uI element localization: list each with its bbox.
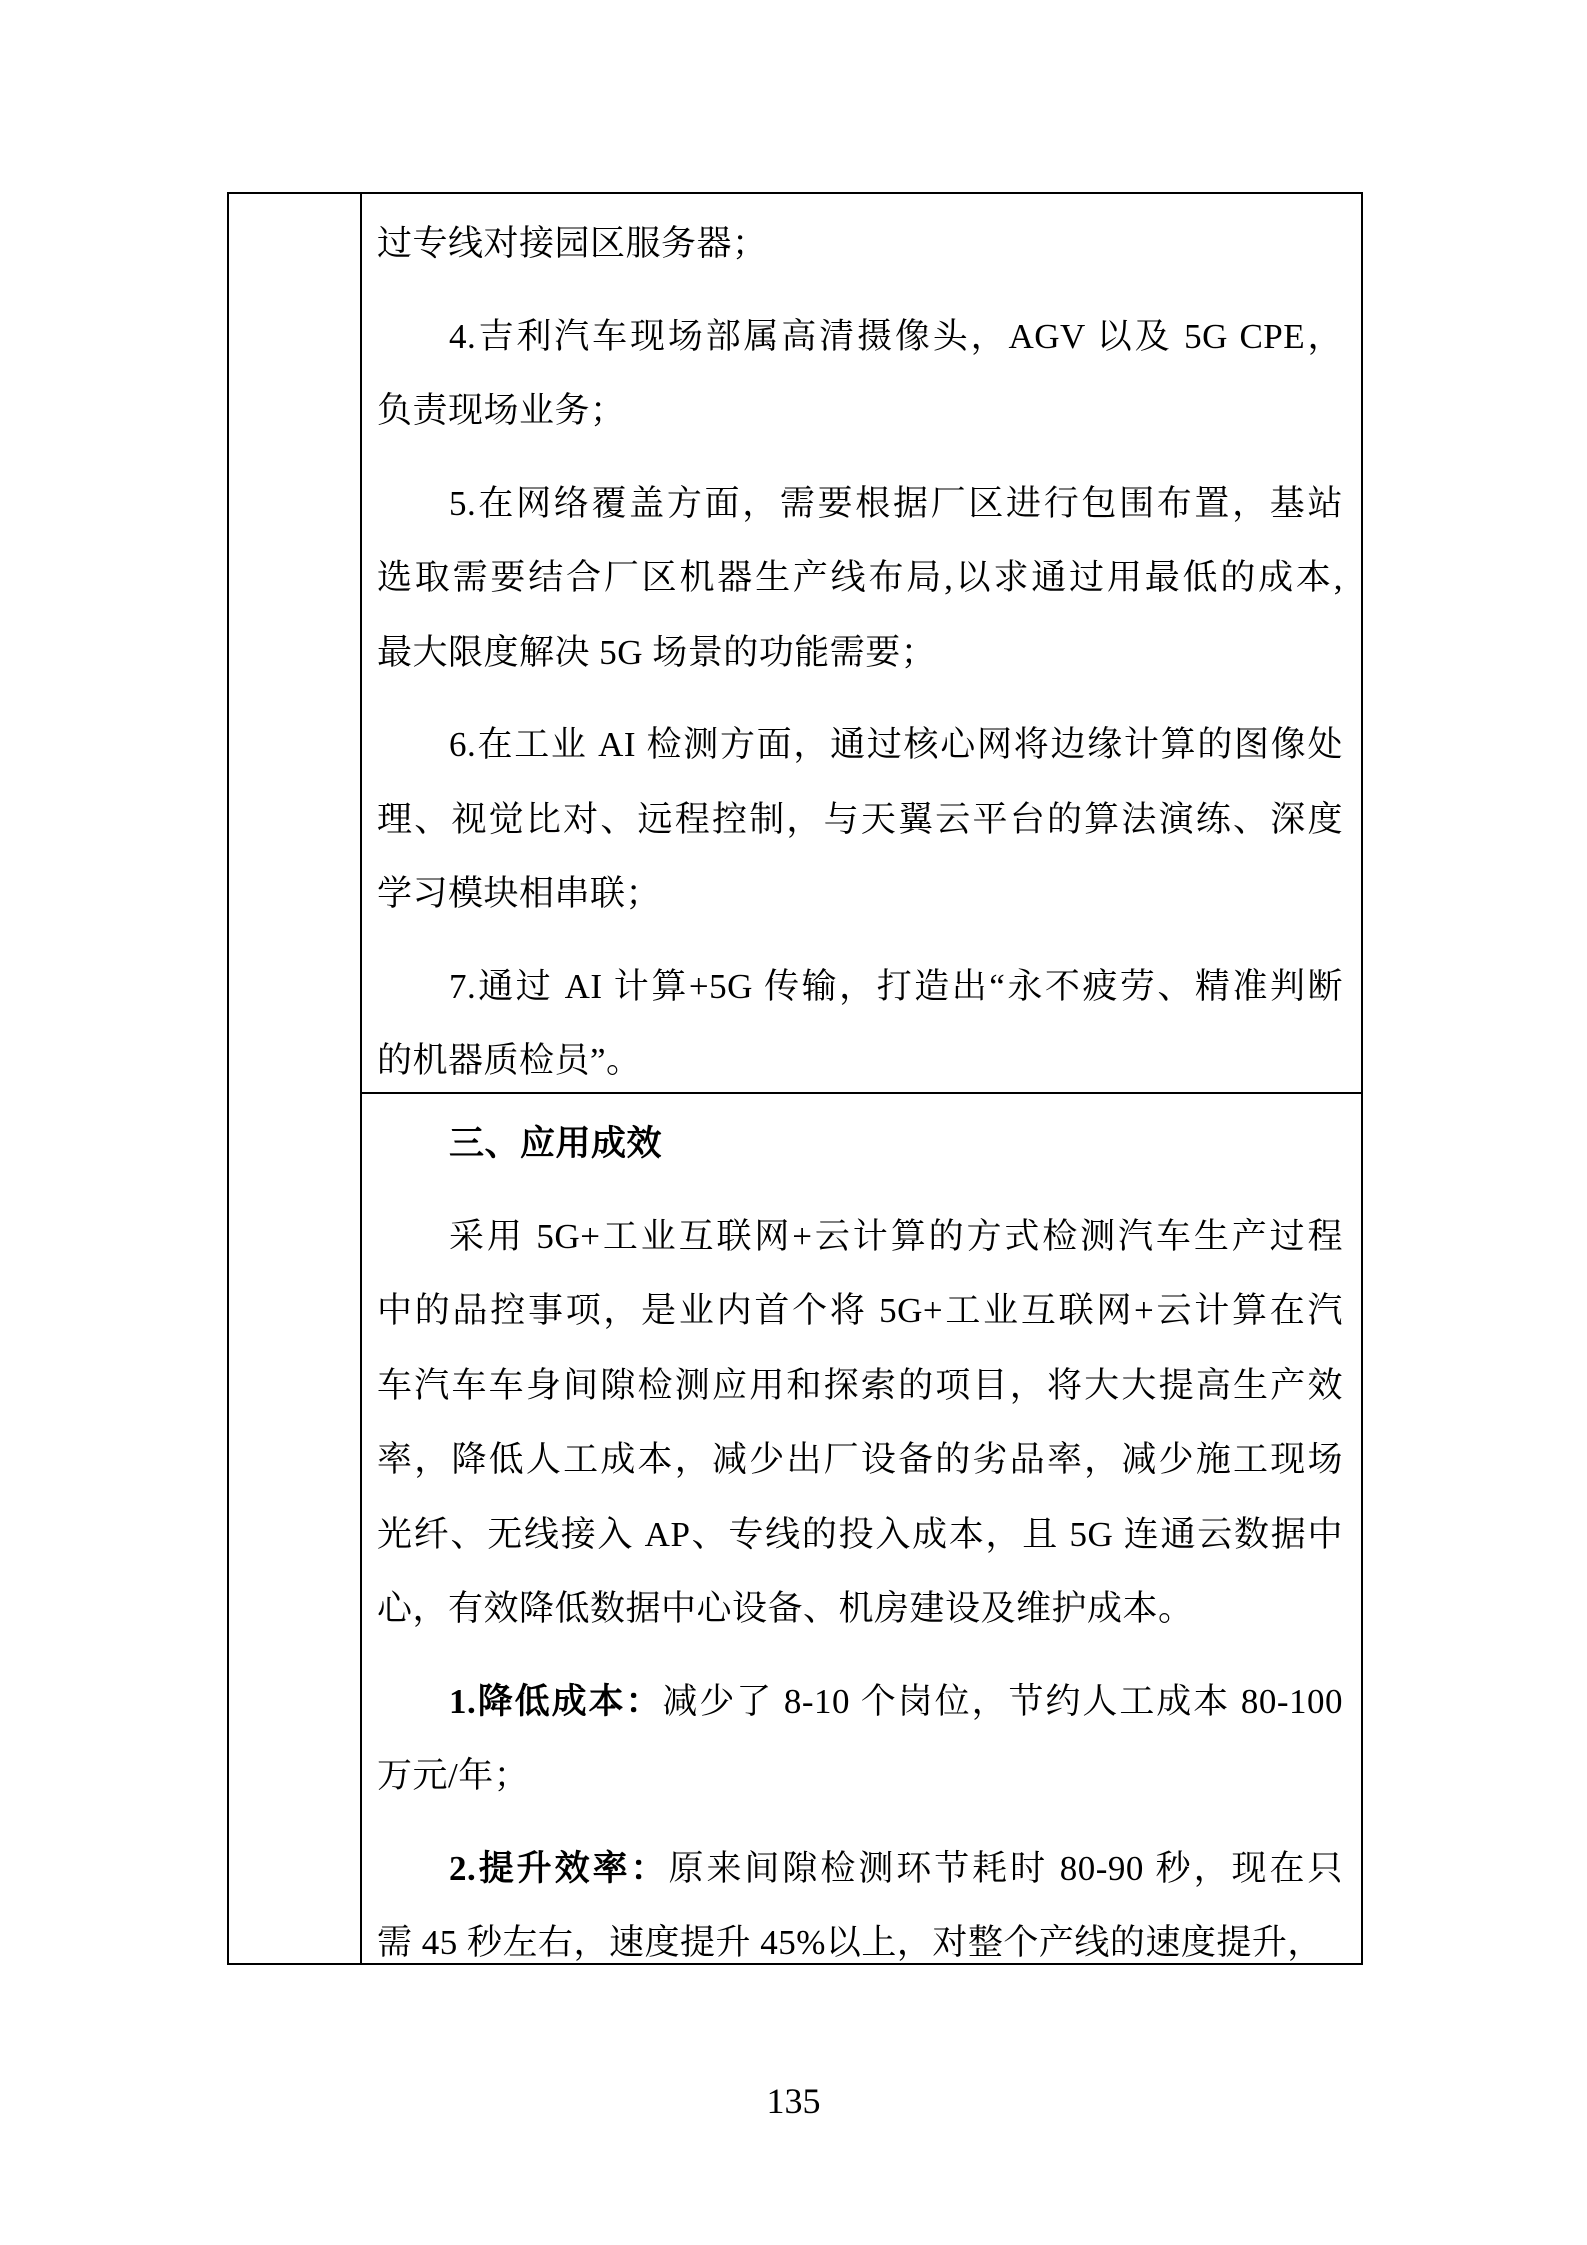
text-line: [377, 950, 1343, 1025]
bold-text: 三、应用成效: [449, 1124, 663, 1163]
text-line: [377, 1274, 1343, 1349]
text-line: [377, 708, 1343, 783]
row-implementation: [362, 194, 1361, 1094]
text-segment: 采用 5G+工业互联网+云计算的方式检测汽车生产过程: [449, 1216, 1343, 1256]
text-line: [377, 857, 1343, 932]
page-number: 135: [766, 2081, 821, 2121]
text-segment: 学习模块相串联；: [377, 874, 662, 913]
text-line: [377, 374, 1343, 449]
text-line: [377, 1200, 1343, 1275]
text-line: [377, 1739, 1343, 1814]
paragraph: [377, 1200, 1343, 1647]
row-results: [362, 1094, 1361, 1963]
text-segment: 率，降低人工成本，减少出厂设备的劣品率，减少施工现场: [377, 1440, 1343, 1479]
text-segment: 车汽车车身间隙检测应用和探索的项目，将大大提高生产效: [377, 1365, 1343, 1405]
bold-text: 1.降低成本：: [449, 1681, 663, 1721]
text-line: [377, 1107, 1343, 1182]
text-line: [377, 1665, 1343, 1740]
paragraph: [377, 950, 1343, 1095]
text-segment: 7.通过 AI 计算+5G 传输，打造出“永不疲劳、精准判断: [449, 966, 1343, 1006]
text-segment: 需 45 秒左右，速度提升 45%以上，对整个产线的速度提升，: [377, 1923, 1323, 1962]
text-line: [377, 541, 1343, 616]
text-line: [377, 467, 1343, 542]
table-left-cell: [229, 194, 362, 1963]
paragraph: [377, 708, 1343, 932]
text-segment: 4.吉利汽车现场部属高清摄像头，AGV 以及 5G CPE，: [449, 316, 1343, 356]
text-segment: 万元/年；: [377, 1756, 530, 1795]
text-segment: 6.在工业 AI 检测方面，通过核心网将边缘计算的图像处: [449, 725, 1343, 764]
paragraph: [377, 300, 1343, 449]
text-segment: 原来间隙检测环节耗时 80-90 秒，现在只: [668, 1848, 1343, 1888]
bold-text: 2.提升效率：: [449, 1848, 669, 1888]
paragraph: [377, 207, 1343, 282]
text-line: [377, 1906, 1343, 1963]
text-line: [377, 207, 1343, 282]
text-segment: 过专线对接园区服务器；: [377, 224, 768, 263]
text-line: [377, 616, 1343, 691]
text-line: [377, 1498, 1343, 1573]
text-line: [377, 300, 1343, 375]
text-segment: 的机器质检员”。: [377, 1041, 642, 1080]
text-segment: 减少了 8-10 个岗位，节约人工成本 80-100: [662, 1681, 1343, 1721]
text-line: [377, 1832, 1343, 1907]
content-table: [227, 192, 1363, 1965]
text-segment: 最大限度解决 5G 场景的功能需要；: [377, 632, 937, 672]
paragraph: [377, 1665, 1343, 1814]
text-segment: 心，有效降低数据中心设备、机房建设及维护成本。: [377, 1589, 1194, 1628]
section-heading: [377, 1107, 1343, 1182]
text-segment: 选取需要结合厂区机器生产线布局,以求通过用最低的成本,: [377, 558, 1343, 597]
text-line: [377, 1572, 1343, 1647]
text-line: [377, 783, 1343, 858]
text-segment: 光纤、无线接入 AP、专线的投入成本，且 5G 连通云数据中: [377, 1514, 1343, 1554]
text-line: [377, 1423, 1343, 1498]
paragraph: [377, 467, 1343, 691]
text-segment: 理、视觉比对、远程控制，与天翼云平台的算法演练、深度: [377, 799, 1343, 839]
table-right-column: [362, 194, 1361, 1963]
text-line: [377, 1024, 1343, 1094]
text-segment: 负责现场业务；: [377, 391, 626, 430]
text-line: [377, 1349, 1343, 1424]
paragraph: [377, 1832, 1343, 1964]
text-segment: 中的品控事项，是业内首个将 5G+工业互联网+云计算在汽: [377, 1291, 1343, 1330]
text-segment: 5.在网络覆盖方面，需要根据厂区进行包围布置，基站: [449, 483, 1343, 523]
